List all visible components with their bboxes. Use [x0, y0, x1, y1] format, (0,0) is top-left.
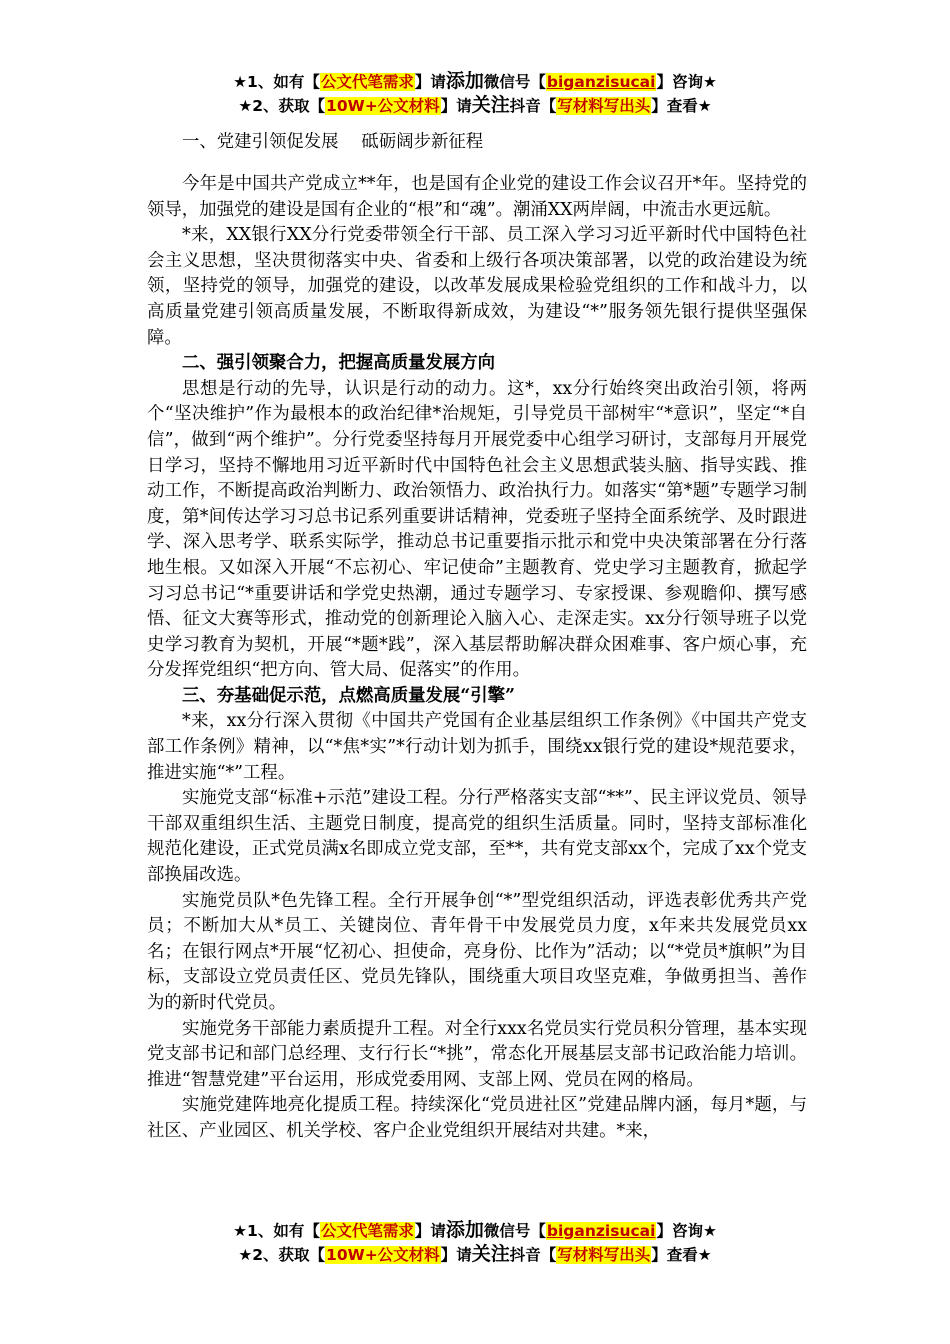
paragraph: 今年是中国共产党成立**年，也是国有企业党的建设工作会议召开*年。坚持党的领导，加强党的建设是国有企业的“根”和“魂”。潮涌XX两岸阔，中流击水更远航。: [147, 174, 807, 220]
highlight-douyin: 写材料写出头: [557, 97, 651, 115]
banner-text: 】查看★: [651, 97, 712, 115]
document-body: [147, 128, 807, 1145]
banner-text: ★2、获取【: [238, 1246, 326, 1264]
paragraph: *来，XX银行XX分行党委带领全行干部、员工深入学习习近平新时代中国特色社会主义思想，坚决贯彻落实中央、省委和上级行各项决策部署，以党的政治建设为统领，坚持党的领导，加强党的建设，以改革发展成果检验党组织的工作和战斗力，以高质量党建引领高质量发展，不断取得新成效，为建设“*”服务领先银行提供坚强保障。: [147, 225, 807, 348]
banner-emphasis: 添加: [445, 1219, 484, 1241]
paragraph: 实施党建阵地亮化提质工程。持续深化“党员进社区”党建品牌内涵，每月*题，与社区、产业园区、机关学校、客户企业党组织开展结对共建。*来，: [147, 1095, 807, 1141]
paragraph: 思想是行动的先导，认识是行动的动力。这*，xx分行始终突出政治引领，将两个“坚决维护”作为最根本的政治纪律*治规矩，引导党员干部树牢“*意识”，坚定“*自信”，做到“两个维护”。分行党委坚持每月开展党委中心组学习研讨，支部每月开展党日学习，坚持不懈地用习近平新时代中国特色社会主义思想武装头脑、指导实践、推动工作，不断提高政治判断力、政治领悟力、政治执行力。如落实“第*题”专题学习制度，第*间传达学习习总书记系列重要讲话精神，党委班子坚持全面系统学、及时跟进学、深入思考学、联系实际学，推动总书记重要指示批示和党中央决策部署在分行落地生根。又如深入开展“不忘初心、牢记使命”主题教育、党史学习主题教育，掀起学习习总书记“*重要讲话和学党史热潮，通过专题学习、专家授课、参观瞻仰、撰写感悟、征文大赛等形式，推动党的创新理论入脑入心、走深走实。xx分行领导班子以党史学习教育为契机，开展“*题*践”，深入基层帮助解决群众困难事、客户烦心事，充分发挥党组织“把方向、管大局、促落实”的作用。: [147, 378, 807, 681]
highlight-materials: 10W+公文材料: [326, 1246, 440, 1264]
banner-text: 】咨询★: [656, 1222, 717, 1240]
paragraph: 实施党员队*色先锋工程。全行开展争创“*”型党组织活动，评选表彰优秀共产党员；不断加大从*员工、关键岗位、青年骨干中发展党员力度，x年来共发展党员xx名；在银行网点*开展“忆初心、担使命，亮身份、比作为”活动；以“*党员*旗帜”为目标，支部设立党员责任区、党员先锋队，围绕重大项目攻坚克难，争做勇担当、善作为的新时代党员。: [147, 890, 807, 1013]
banner-text: ★2、获取【: [238, 97, 326, 115]
banner-text: 微信号【: [483, 73, 546, 91]
highlight-materials: 10W+公文材料: [326, 97, 440, 115]
section-heading-1: 一、党建引领促发展 砥砺阔步新征程: [182, 132, 484, 152]
banner-text: 】请: [440, 1246, 472, 1264]
paragraph: 实施党务干部能力素质提升工程。对全行xxx名党员实行党员积分管理，基本实现党支部书记和部门总经理、支行行长“*挑”，常态化开展基层支部书记政治能力培训。推进“智慧党建”平台运用，形成党委用网、支部上网、党员在网的格局。: [147, 1018, 807, 1090]
banner-line-1: [0, 1218, 950, 1242]
banner-text: ★1、如有【: [233, 73, 320, 91]
highlight-service: 公文代笔需求: [320, 73, 414, 91]
bottom-banner: [0, 1218, 950, 1266]
highlight-service: 公文代笔需求: [320, 1222, 414, 1240]
banner-text: 抖音【: [509, 1246, 557, 1264]
banner-line-2: [0, 93, 950, 117]
banner-emphasis: 关注: [471, 1243, 510, 1265]
banner-line-1: [0, 69, 950, 93]
banner-text: 】咨询★: [656, 73, 717, 91]
banner-text: 】请: [414, 73, 446, 91]
banner-text: 】请: [440, 97, 472, 115]
banner-text: 微信号【: [483, 1222, 546, 1240]
banner-text: 】请: [414, 1222, 446, 1240]
banner-line-2: [0, 1242, 950, 1266]
highlight-wechat-id: biganzisucai: [546, 73, 656, 91]
banner-text: 】查看★: [651, 1246, 712, 1264]
highlight-douyin: 写材料写出头: [557, 1246, 651, 1264]
paragraph: 实施党支部“标准+示范”建设工程。分行严格落实支部“**”、民主评议党员、领导干部双重组织生活、主题党日制度，提高党的组织生活质量。同时，坚持支部标准化规范化建设，正式党员满x名即成立党支部，至**，共有党支部xx个，完成了xx个党支部换届改选。: [147, 788, 807, 886]
top-banner: [0, 69, 950, 117]
banner-emphasis: 添加: [445, 70, 484, 92]
section-heading-3: 三、夯基础促示范，点燃高质量发展“引擎”: [182, 685, 516, 706]
banner-text: ★1、如有【: [233, 1222, 320, 1240]
paragraph: *来，xx分行深入贯彻《中国共产党国有企业基层组织工作条例》《中国共产党支部工作条例》精神，以“*焦*实”*行动计划为抓手，围绕xx银行党的建设*规范要求，推进实施“*”工程。: [147, 711, 807, 783]
banner-text: 抖音【: [509, 97, 557, 115]
highlight-wechat-id: biganzisucai: [546, 1222, 656, 1240]
section-heading-2: 二、强引领聚合力，把握高质量发展方向: [182, 353, 496, 374]
banner-emphasis: 关注: [471, 94, 510, 116]
